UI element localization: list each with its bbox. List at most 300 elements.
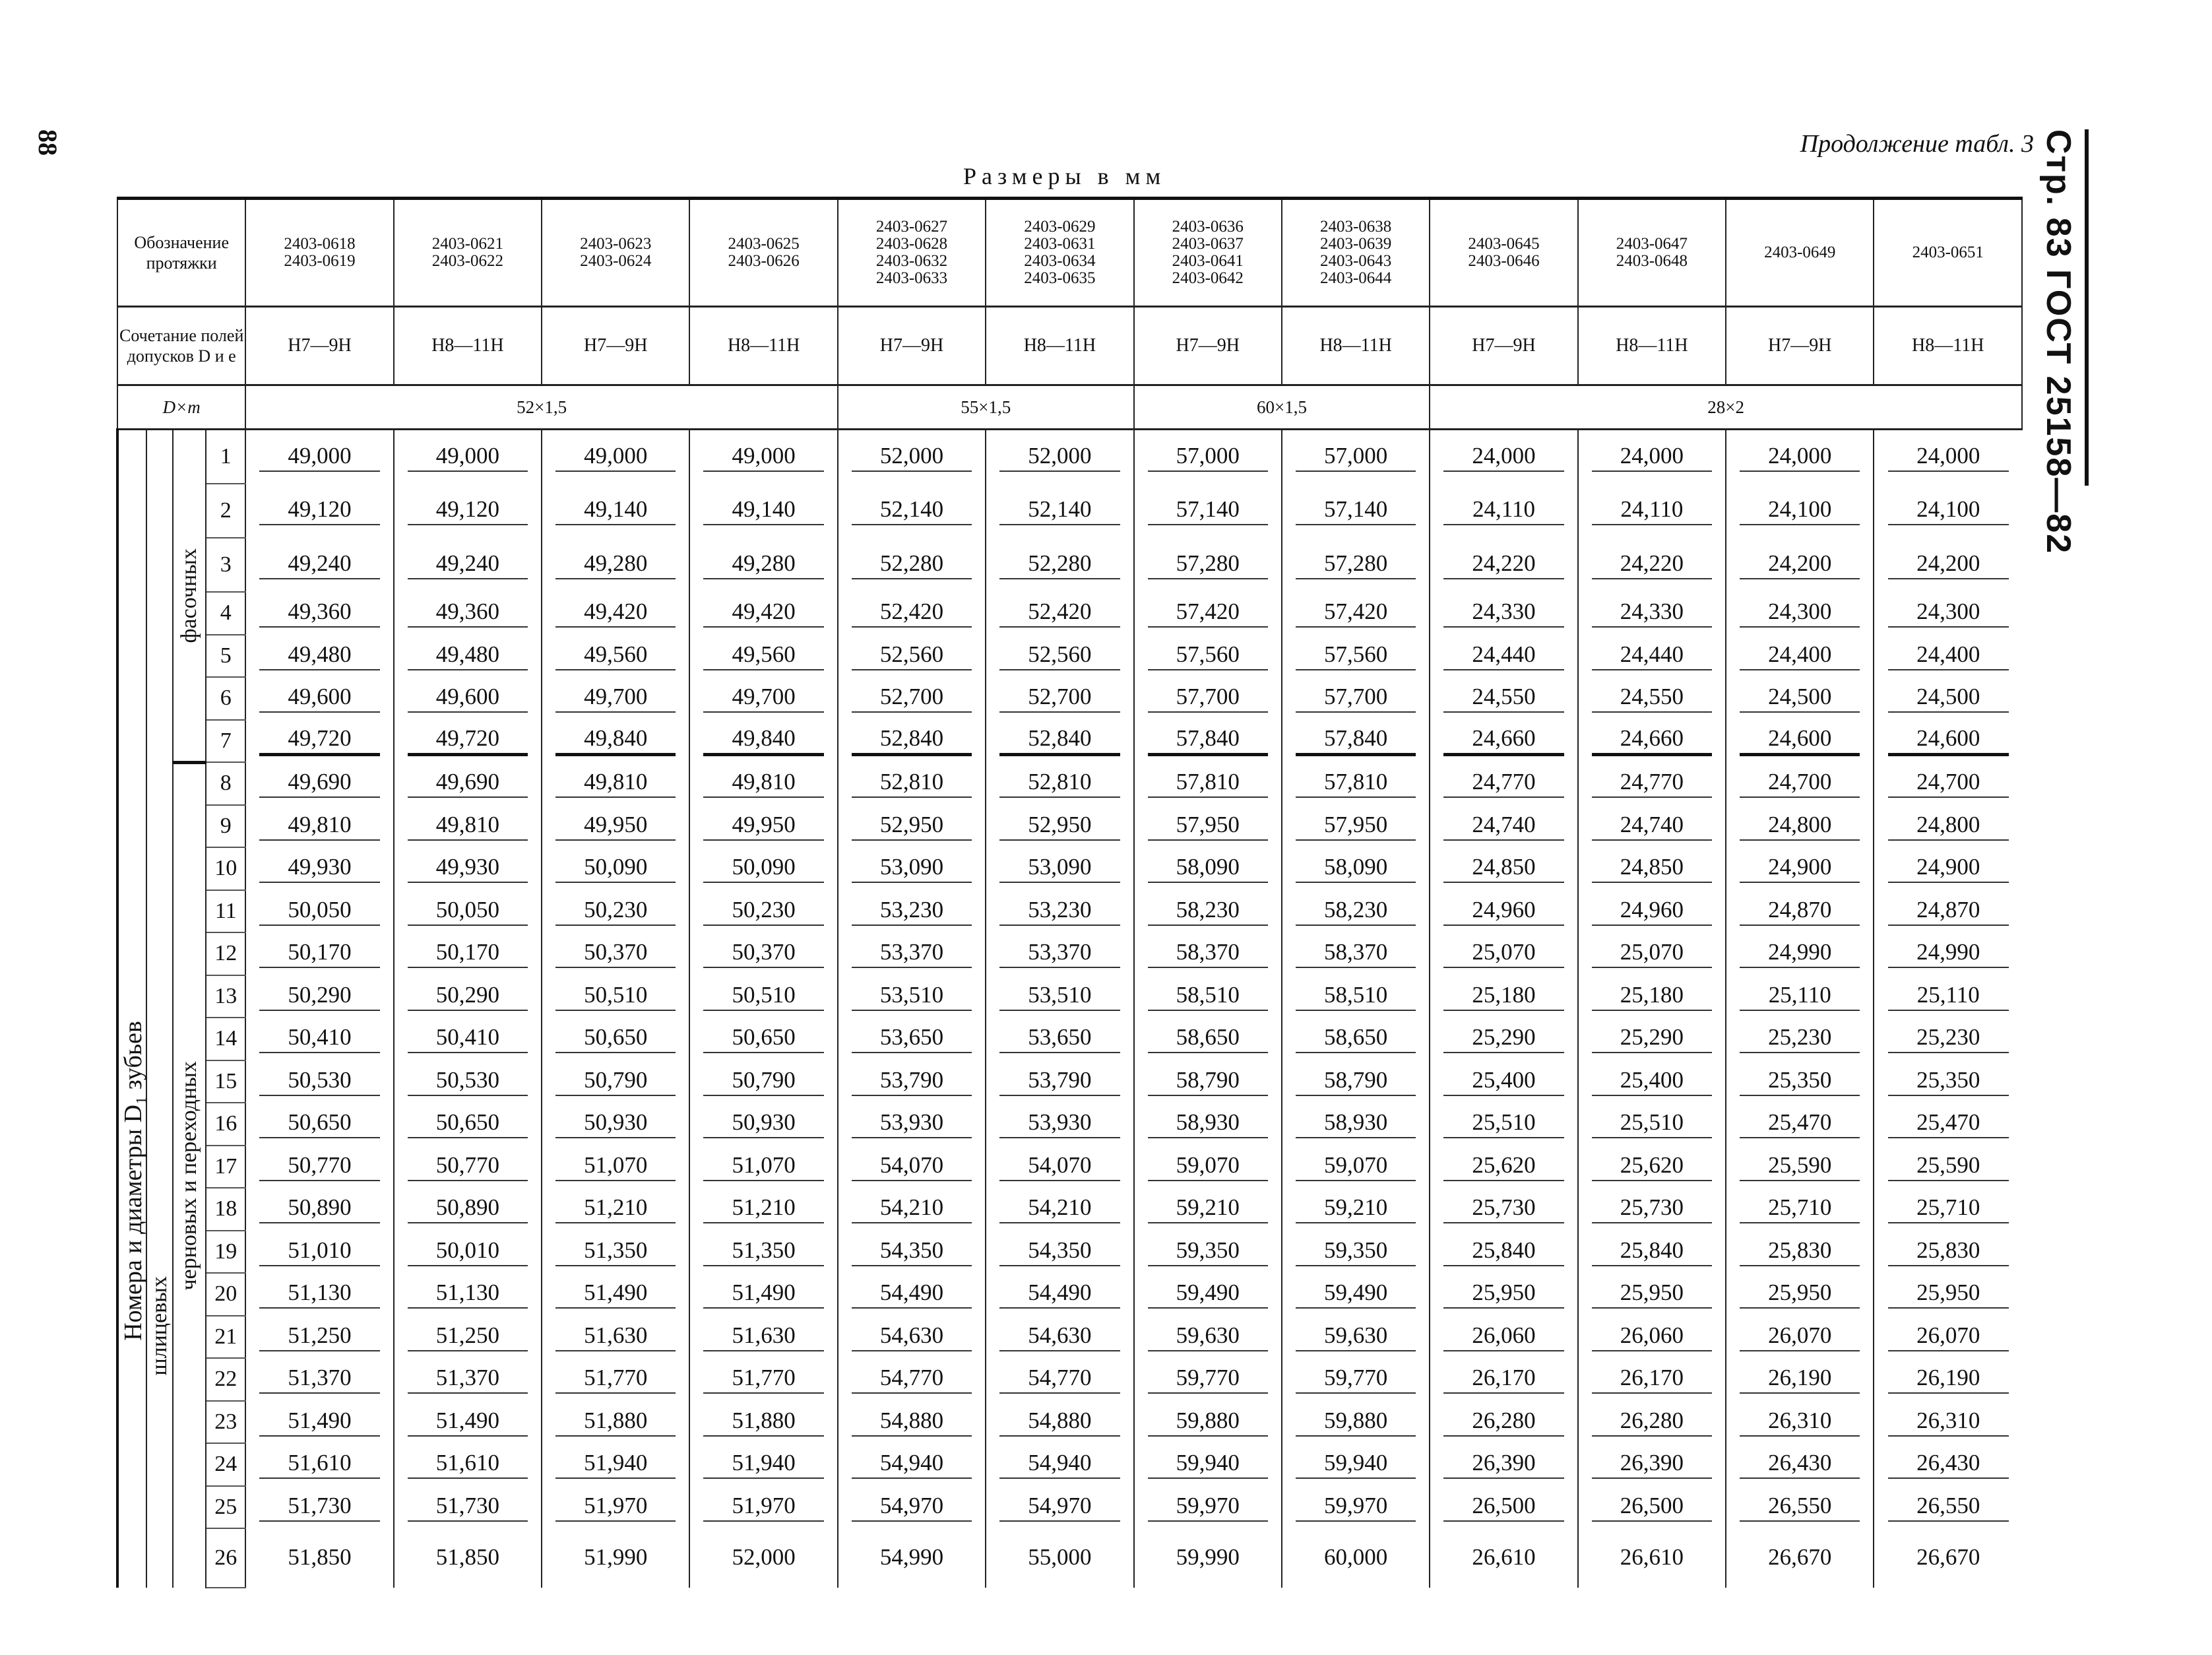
value-cell <box>1578 1401 1726 1444</box>
value-text: 24,220 <box>1592 550 1712 579</box>
value-text: 59,970 <box>1148 1493 1268 1522</box>
value-cell <box>394 1146 542 1188</box>
value-cell <box>1282 484 1430 538</box>
value-cell <box>689 430 837 484</box>
value-text: 49,480 <box>259 641 379 670</box>
value-text: 59,970 <box>1296 1493 1416 1522</box>
value-text: 50,370 <box>555 939 676 968</box>
value-cell <box>1874 1018 2022 1060</box>
value-cell <box>1134 430 1282 484</box>
value-text: 59,880 <box>1148 1408 1268 1437</box>
value-text: 26,310 <box>1888 1408 2009 1437</box>
value-text: 54,770 <box>852 1365 972 1394</box>
value-text: 49,950 <box>703 812 823 841</box>
tolerance-cell: Н8—11Н <box>1578 307 1726 385</box>
designation-label: Обозначение протяжки <box>117 199 245 307</box>
value-cell <box>1134 1188 1282 1231</box>
value-text: 51,370 <box>259 1365 379 1394</box>
row-group-mid <box>146 430 173 1588</box>
value-text: 26,170 <box>1592 1365 1712 1394</box>
value-cell <box>1874 1188 2022 1231</box>
value-text: 53,650 <box>852 1024 972 1053</box>
value-cell <box>1578 1273 1726 1316</box>
value-cell <box>1874 1060 2022 1103</box>
value-text: 25,470 <box>1740 1109 1860 1138</box>
value-cell <box>689 1443 837 1486</box>
row-number: 11 <box>206 890 245 933</box>
value-cell <box>394 635 542 678</box>
value-text: 57,700 <box>1296 684 1416 713</box>
value-text: 51,880 <box>703 1408 823 1437</box>
value-text: 53,510 <box>999 982 1120 1011</box>
value-cell <box>1874 1316 2022 1359</box>
value-text: 24,440 <box>1592 641 1712 670</box>
value-text: 24,200 <box>1740 550 1860 579</box>
value-text: 26,280 <box>1443 1408 1564 1437</box>
value-text: 24,700 <box>1740 769 1860 798</box>
value-text: 58,090 <box>1148 854 1268 883</box>
value-text: 51,970 <box>703 1493 823 1522</box>
value-text: 54,070 <box>999 1152 1120 1181</box>
value-text: 25,710 <box>1740 1194 1860 1223</box>
tolerance-cell: Н7—9Н <box>1134 307 1282 385</box>
value-cell <box>1578 975 1726 1018</box>
value-cell <box>838 1273 986 1316</box>
value-cell <box>838 538 986 592</box>
value-cell <box>245 1146 393 1188</box>
value-text: 24,800 <box>1888 812 2009 841</box>
value-text: 51,880 <box>555 1408 676 1437</box>
value-cell <box>986 1316 1133 1359</box>
value-text: 24,990 <box>1888 939 2009 968</box>
value-text: 25,950 <box>1888 1280 2009 1309</box>
value-text: 54,940 <box>852 1450 972 1479</box>
value-text: 25,950 <box>1740 1280 1860 1309</box>
value-text: 50,650 <box>555 1024 676 1053</box>
value-cell <box>689 847 837 890</box>
value-cell <box>394 1103 542 1146</box>
value-cell <box>689 1018 837 1060</box>
value-cell <box>1134 1231 1282 1274</box>
value-cell <box>1726 1103 1874 1146</box>
designation-codes: 2403-0618 2403-0619 <box>284 235 356 270</box>
dxm-label: D×m <box>117 385 245 430</box>
value-cell <box>1726 1528 1874 1588</box>
row-number: 26 <box>206 1528 245 1588</box>
value-cell <box>1430 805 1577 848</box>
value-cell <box>689 1146 837 1188</box>
value-text: 49,700 <box>555 684 676 713</box>
value-text: 24,000 <box>1740 443 1860 472</box>
value-cell <box>542 1060 689 1103</box>
value-cell <box>1430 1018 1577 1060</box>
designation-codes: 2403-0623 2403-0624 <box>580 235 652 270</box>
value-text: 25,290 <box>1443 1024 1564 1053</box>
value-cell <box>986 1103 1133 1146</box>
value-text: 49,280 <box>703 550 823 579</box>
value-cell <box>394 1316 542 1359</box>
designation-codes: 2403-0647 2403-0648 <box>1616 235 1688 270</box>
value-cell <box>1282 720 1430 763</box>
value-cell <box>838 1103 986 1146</box>
value-text: 25,400 <box>1443 1067 1564 1096</box>
value-text: 24,100 <box>1888 496 2009 525</box>
value-text: 58,930 <box>1148 1109 1268 1138</box>
value-cell <box>245 484 393 538</box>
value-text: 26,430 <box>1888 1450 2009 1479</box>
value-cell <box>245 1443 393 1486</box>
value-cell <box>245 1486 393 1529</box>
value-text: 24,220 <box>1443 550 1564 579</box>
value-text: 51,990 <box>584 1544 648 1570</box>
value-cell <box>1282 890 1430 933</box>
value-text: 49,560 <box>703 641 823 670</box>
value-cell <box>542 975 689 1018</box>
value-cell <box>1282 1060 1430 1103</box>
value-cell <box>689 805 837 848</box>
value-text: 51,730 <box>259 1493 379 1522</box>
value-cell <box>394 1528 542 1588</box>
value-cell <box>1726 805 1874 848</box>
value-text: 52,560 <box>999 641 1120 670</box>
value-text: 25,590 <box>1888 1152 2009 1181</box>
value-text: 50,650 <box>259 1109 379 1138</box>
value-cell <box>394 1231 542 1274</box>
value-cell <box>542 847 689 890</box>
value-cell <box>245 890 393 933</box>
value-cell <box>1282 762 1430 805</box>
value-cell <box>838 635 986 678</box>
value-cell <box>1282 1528 1430 1588</box>
table-row <box>117 1188 2022 1231</box>
table-row <box>117 975 2022 1018</box>
table-row <box>117 430 2022 484</box>
value-text: 24,900 <box>1740 854 1860 883</box>
value-text: 26,060 <box>1443 1322 1564 1351</box>
value-text: 51,250 <box>408 1322 528 1351</box>
value-text: 49,930 <box>408 854 528 883</box>
value-text: 52,950 <box>999 812 1120 841</box>
value-cell <box>1578 538 1726 592</box>
value-text: 25,830 <box>1888 1237 2009 1266</box>
value-text: 54,630 <box>999 1322 1120 1351</box>
value-text: 49,480 <box>408 641 528 670</box>
value-text: 57,420 <box>1296 599 1416 628</box>
value-cell <box>1282 677 1430 720</box>
tolerance-cell: Н7—9Н <box>542 307 689 385</box>
value-cell <box>1874 1443 2022 1486</box>
value-cell <box>542 1443 689 1486</box>
value-text: 54,070 <box>852 1152 972 1181</box>
value-cell <box>1726 484 1874 538</box>
value-text: 52,810 <box>852 769 972 798</box>
value-cell <box>838 1528 986 1588</box>
designation-code-cell <box>689 199 837 307</box>
value-cell <box>394 805 542 848</box>
value-text: 51,490 <box>555 1280 676 1309</box>
value-cell <box>838 1316 986 1359</box>
value-text: 58,510 <box>1148 982 1268 1011</box>
value-cell <box>542 1188 689 1231</box>
value-cell <box>245 762 393 805</box>
value-cell <box>1134 847 1282 890</box>
value-cell <box>838 720 986 763</box>
table-row <box>117 1060 2022 1103</box>
value-cell <box>1134 1060 1282 1103</box>
value-cell <box>838 762 986 805</box>
value-text: 24,000 <box>1443 443 1564 472</box>
value-cell <box>542 720 689 763</box>
value-cell <box>1430 1188 1577 1231</box>
value-cell <box>986 720 1133 763</box>
value-cell <box>245 1528 393 1588</box>
value-text: 52,420 <box>999 599 1120 628</box>
designation-code-cell <box>245 199 393 307</box>
table-row <box>117 720 2022 763</box>
value-cell <box>1874 1231 2022 1274</box>
value-text: 50,050 <box>259 897 379 926</box>
dxm-group-cell: 28×2 <box>1430 385 2022 430</box>
value-text: 25,840 <box>1443 1237 1564 1266</box>
value-cell <box>1430 484 1577 538</box>
value-text: 24,660 <box>1443 725 1564 756</box>
value-text: 50,410 <box>408 1024 528 1053</box>
value-cell <box>986 538 1133 592</box>
value-text: 59,070 <box>1296 1152 1416 1181</box>
designation-code-cell <box>394 199 542 307</box>
row-number: 17 <box>206 1146 245 1188</box>
value-text: 25,470 <box>1888 1109 2009 1138</box>
value-cell <box>689 720 837 763</box>
value-text: 49,420 <box>703 599 823 628</box>
value-text: 58,230 <box>1148 897 1268 926</box>
table-row <box>117 1401 2022 1444</box>
value-cell <box>689 975 837 1018</box>
value-cell <box>394 1486 542 1529</box>
table-row <box>117 847 2022 890</box>
value-text: 50,770 <box>259 1152 379 1181</box>
value-text: 24,500 <box>1888 684 2009 713</box>
dxm-group-cell: 60×1,5 <box>1134 385 1430 430</box>
units-caption: Размеры в мм <box>963 163 1166 189</box>
value-text: 57,280 <box>1296 550 1416 579</box>
value-text: 25,110 <box>1740 982 1860 1011</box>
value-cell <box>1578 720 1726 763</box>
row-group-rough <box>173 762 206 1588</box>
value-text: 49,690 <box>259 769 379 798</box>
value-text: 25,840 <box>1592 1237 1712 1266</box>
value-text: 24,850 <box>1443 854 1564 883</box>
value-text: 51,770 <box>703 1365 823 1394</box>
value-cell <box>1874 762 2022 805</box>
value-text: 49,600 <box>259 684 379 713</box>
value-cell <box>1430 430 1577 484</box>
value-text: 25,070 <box>1592 939 1712 968</box>
value-text: 57,950 <box>1296 812 1416 841</box>
value-cell <box>986 484 1133 538</box>
value-cell <box>689 1358 837 1401</box>
value-text: 51,350 <box>555 1237 676 1266</box>
value-text: 58,790 <box>1148 1067 1268 1096</box>
designation-code-cell <box>1874 199 2022 307</box>
value-cell <box>1578 1231 1726 1274</box>
value-cell <box>689 1486 837 1529</box>
value-cell <box>1430 592 1577 635</box>
value-text: 53,930 <box>999 1109 1120 1138</box>
value-cell <box>1430 1146 1577 1188</box>
value-text: 50,650 <box>703 1024 823 1053</box>
value-text: 60,000 <box>1324 1544 1388 1570</box>
value-cell <box>245 1188 393 1231</box>
value-cell <box>1134 1316 1282 1359</box>
value-text: 58,790 <box>1296 1067 1416 1096</box>
value-cell <box>838 975 986 1018</box>
value-text: 49,000 <box>408 443 528 472</box>
value-text: 50,290 <box>259 982 379 1011</box>
value-text: 25,950 <box>1443 1280 1564 1309</box>
value-text: 53,790 <box>999 1067 1120 1096</box>
table-row <box>117 1018 2022 1060</box>
value-cell <box>1578 847 1726 890</box>
value-text: 51,210 <box>703 1194 823 1223</box>
table-row <box>117 1316 2022 1359</box>
value-cell <box>542 430 689 484</box>
value-cell <box>986 1443 1133 1486</box>
value-text: 52,000 <box>999 443 1120 472</box>
value-text: 50,230 <box>703 897 823 926</box>
value-text: 24,550 <box>1443 684 1564 713</box>
value-cell <box>1430 1060 1577 1103</box>
value-cell <box>689 484 837 538</box>
value-cell <box>394 538 542 592</box>
value-cell <box>1578 1443 1726 1486</box>
value-text: 25,230 <box>1888 1024 2009 1053</box>
value-cell <box>1578 1358 1726 1401</box>
value-text: 50,370 <box>703 939 823 968</box>
value-text: 49,930 <box>259 854 379 883</box>
table-row <box>117 1358 2022 1401</box>
value-text: 26,280 <box>1592 1408 1712 1437</box>
value-text: 52,000 <box>852 443 972 472</box>
value-text: 52,140 <box>852 496 972 525</box>
value-text: 50,790 <box>555 1067 676 1096</box>
row-number: 5 <box>206 635 245 678</box>
value-cell <box>245 592 393 635</box>
value-cell <box>1578 677 1726 720</box>
value-cell <box>1578 635 1726 678</box>
value-text: 24,330 <box>1592 599 1712 628</box>
value-cell <box>542 1103 689 1146</box>
value-cell <box>838 1486 986 1529</box>
value-text: 24,600 <box>1888 725 2009 756</box>
value-cell <box>1726 538 1874 592</box>
value-text: 55,000 <box>1028 1544 1092 1570</box>
value-cell <box>1874 538 2022 592</box>
value-cell <box>394 890 542 933</box>
value-text: 49,810 <box>408 812 528 841</box>
value-text: 51,630 <box>703 1322 823 1351</box>
value-cell <box>986 635 1133 678</box>
designation-codes: 2403-0621 2403-0622 <box>431 235 504 270</box>
value-cell <box>1134 1358 1282 1401</box>
value-text: 54,490 <box>852 1280 972 1309</box>
value-cell <box>1726 1060 1874 1103</box>
value-cell <box>986 592 1133 635</box>
value-cell <box>245 805 393 848</box>
value-text: 49,840 <box>703 725 823 756</box>
value-text: 25,830 <box>1740 1237 1860 1266</box>
value-text: 25,730 <box>1443 1194 1564 1223</box>
value-cell <box>394 430 542 484</box>
value-cell <box>1430 1443 1577 1486</box>
value-cell <box>245 975 393 1018</box>
value-cell <box>986 1273 1133 1316</box>
designation-row <box>117 199 2022 307</box>
value-text: 57,280 <box>1148 550 1268 579</box>
tolerance-cell: Н7—9Н <box>245 307 393 385</box>
value-cell <box>1726 975 1874 1018</box>
value-cell <box>1726 635 1874 678</box>
value-cell <box>245 1401 393 1444</box>
value-text: 54,940 <box>999 1450 1120 1479</box>
designation-codes: 2403-0627 2403-0628 2403-0632 2403-0633 <box>875 218 948 287</box>
designation-codes: 2403-0645 2403-0646 <box>1468 235 1540 270</box>
value-text: 58,090 <box>1296 854 1416 883</box>
value-text: 51,490 <box>703 1280 823 1309</box>
value-text: 50,050 <box>408 897 528 926</box>
value-text: 53,930 <box>852 1109 972 1138</box>
value-text: 26,610 <box>1620 1544 1684 1570</box>
row-number: 12 <box>206 932 245 975</box>
row-group-profile <box>173 430 206 763</box>
value-text: 52,280 <box>852 550 972 579</box>
table-row <box>117 1231 2022 1274</box>
value-cell <box>1134 975 1282 1018</box>
value-cell <box>1430 890 1577 933</box>
row-number: 23 <box>206 1401 245 1444</box>
value-text: 57,810 <box>1148 769 1268 798</box>
value-cell <box>1726 592 1874 635</box>
table-continuation-note: Продолжение табл. 3 <box>1800 130 2034 158</box>
value-text: 50,090 <box>555 854 676 883</box>
side-header: Стр. 83 ГОСТ 25158—82 <box>2039 129 2077 555</box>
value-cell <box>1430 1273 1577 1316</box>
row-number: 8 <box>206 762 245 805</box>
value-cell <box>1726 677 1874 720</box>
value-cell <box>1134 1443 1282 1486</box>
value-text: 59,770 <box>1296 1365 1416 1394</box>
value-cell <box>986 1486 1133 1529</box>
row-number: 6 <box>206 677 245 720</box>
row-number: 9 <box>206 805 245 848</box>
value-cell <box>1282 1486 1430 1529</box>
value-cell <box>245 720 393 763</box>
value-text: 51,130 <box>408 1280 528 1309</box>
row-number: 19 <box>206 1231 245 1274</box>
value-cell <box>245 635 393 678</box>
value-cell <box>1134 1103 1282 1146</box>
value-text: 51,850 <box>288 1544 352 1570</box>
value-text: 57,810 <box>1296 769 1416 798</box>
value-text: 54,210 <box>999 1194 1120 1223</box>
value-text: 59,210 <box>1296 1194 1416 1223</box>
value-cell <box>1874 932 2022 975</box>
row-number: 22 <box>206 1358 245 1401</box>
value-cell <box>1134 1486 1282 1529</box>
value-text: 50,010 <box>408 1237 528 1266</box>
value-text: 49,240 <box>408 550 528 579</box>
value-cell <box>986 1528 1133 1588</box>
